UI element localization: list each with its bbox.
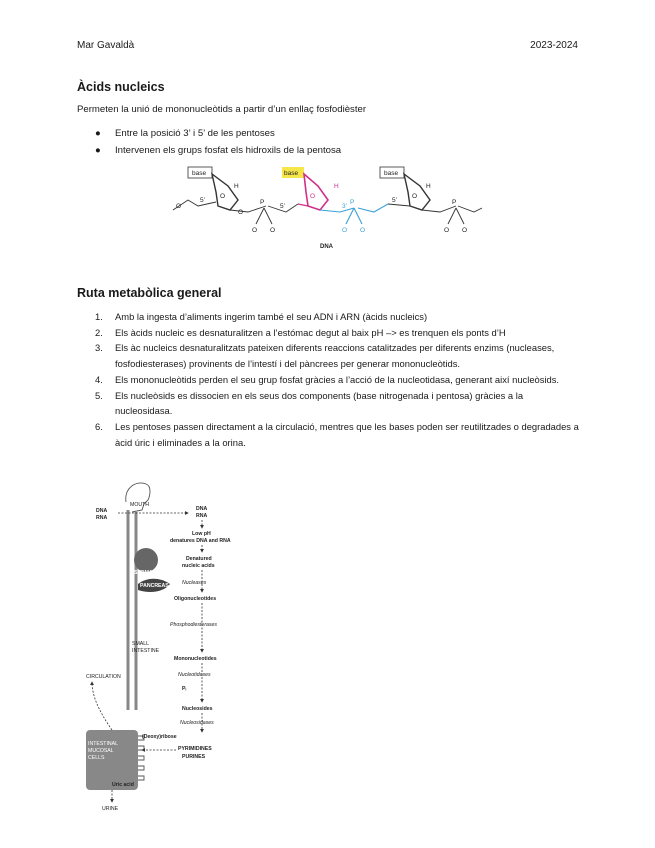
stomach-label: STOMACH [134, 570, 161, 576]
oligonucleotides-label: Oligonucleotides [174, 596, 217, 602]
step-text: Els àc nucleics desnaturalitzats pateixen diferents reaccions catalitzades per diferents enzims (nucleases, fosfodiesterases) provinents de l’intestí i del pàncrees per generar mononucleòtids. [115, 342, 555, 370]
bullet-text: Entre la posició 3’ i 5’ de les pentoses [115, 128, 275, 139]
step-text: Amb la ingesta d’aliments ingerim també el seu ADN i ARN (àcids nucleics) [115, 311, 428, 322]
step-number: 4. [95, 373, 103, 385]
step-number: 5. [95, 389, 103, 401]
phosphodiesterases-label: Phosphodiesterases [170, 622, 218, 628]
pentose-ring [212, 174, 238, 210]
step-number: 6. [95, 420, 103, 432]
prime5-label: 5’ [280, 203, 286, 210]
rna-label-left: RNA [96, 515, 108, 521]
rna-label-right: RNA [196, 513, 208, 519]
chain-bond [230, 206, 266, 212]
prime5-label: 5’ [200, 197, 206, 204]
phosphate-bond [256, 208, 272, 224]
step-item [95, 388, 580, 419]
mononucleotides-label: Mononucleotides [174, 656, 217, 662]
chain-bond [422, 206, 456, 212]
base-label: base [384, 170, 399, 177]
bullet-item [95, 145, 341, 156]
chain-bond [388, 204, 410, 206]
digestion-pathway-figure [78, 480, 238, 812]
intestinal-cells-label: MUCOSAL [88, 748, 114, 754]
base-label: base [192, 170, 207, 177]
chain-bond [320, 208, 354, 212]
prime5-label: 5’ [392, 197, 398, 204]
o-label: O [252, 227, 258, 234]
step-item [95, 325, 580, 341]
low-ph-label: Low pH [192, 531, 211, 537]
villi [138, 736, 144, 780]
denatured-label: Denatured [186, 556, 212, 562]
intestinal-cells-label: CELLS [88, 755, 105, 761]
bullet-dot: ● [95, 128, 101, 139]
h-label: H [234, 183, 239, 190]
steps-list [95, 309, 580, 450]
pi-label: Pᵢ [182, 686, 187, 692]
dna-label-right: DNA [196, 506, 208, 512]
step-text: Els àcids nucleic es desnaturalitzen a l’estómac degut al baix pH –> es trenquen els ponts d’H [115, 326, 506, 338]
section-title-metabolic-route: Ruta metabòlica general [77, 286, 222, 300]
circulation-label: CIRCULATION [86, 674, 121, 680]
denatured-label: nucleic acids [182, 563, 215, 569]
chain-bond [298, 204, 308, 206]
low-ph-label: denatures DNA and RNA [170, 538, 231, 544]
pentose-ring [404, 174, 430, 210]
mouth-label: MOUTH [130, 502, 150, 508]
step-number: 2. [95, 326, 103, 338]
uric-acid-label: Uric acid [112, 782, 134, 788]
pentose-ring-highlight [304, 174, 328, 210]
nucleosides-label: Nucleosides [182, 706, 213, 712]
o-label: O [342, 227, 348, 234]
prime3-label: 3’ [342, 203, 348, 210]
bullet-item [95, 128, 275, 139]
header-year: 2023-2024 [530, 40, 578, 51]
step-item [95, 419, 580, 450]
o-label: O [176, 203, 182, 210]
purines-label: PURINES [182, 754, 206, 760]
o-label: O [220, 193, 226, 200]
p-label: P [260, 199, 265, 206]
phosphate-bond [448, 208, 464, 224]
p-label: P [350, 199, 355, 206]
p-label: P [452, 199, 457, 206]
deoxyribose-label: (Deoxy)ribose [142, 734, 177, 740]
step-number: 1. [95, 311, 103, 322]
bullet-dot: ● [95, 145, 101, 156]
step-text: Les pentoses passen directament a la circulació, mentres que les bases poden ser reutilitzades o degradades a àcid úric i eliminades a la orina. [115, 420, 579, 448]
small-intestine-label: SMALL [132, 641, 150, 647]
base-label: base [284, 170, 299, 177]
intestinal-cells-label: INTESTINAL [88, 741, 118, 747]
h-label: H [426, 183, 431, 190]
nucleosidases-label: Nucleosidases [180, 720, 214, 726]
bullet-text: Intervenen els grups fosfat els hidroxils de la pentosa [115, 145, 342, 156]
step-number: 3. [95, 342, 103, 354]
step-item [95, 372, 580, 388]
o-label: O [360, 227, 366, 234]
small-intestine-label: INTESTINE [132, 648, 160, 654]
pancreas-label: PANCREAS [140, 583, 169, 589]
urine-label: URINE [102, 806, 119, 812]
dna-label-left: DNA [96, 508, 108, 514]
chain-bond [458, 206, 482, 212]
header-author: Mar Gavaldà [77, 40, 135, 51]
o-label: O [270, 227, 276, 234]
step-item [95, 340, 580, 371]
o-label: O [238, 209, 244, 216]
intro-paragraph: Permeten la unió de mononucleòtids a partir d’un enllaç fosfodièster [77, 104, 367, 115]
arrow [92, 682, 112, 730]
h-label: H [334, 183, 339, 190]
pyrimidines-label: PYRIMIDINES [178, 746, 212, 752]
o-label: O [444, 227, 450, 234]
o-label: O [412, 193, 418, 200]
dna-phosphodiester-figure [168, 162, 488, 254]
dna-caption: DNA [320, 244, 333, 250]
stomach-shape [134, 548, 158, 572]
chain-bond [358, 204, 388, 212]
o-label: O [310, 193, 316, 200]
nucleases-label: Nucleases [182, 580, 207, 586]
step-item [95, 309, 580, 325]
o-label: O [462, 227, 468, 234]
phosphate-bond [346, 208, 362, 224]
nucleotidases-label: Nucleotidases [178, 672, 211, 678]
section-title-nucleic-acids: Àcids nucleics [77, 80, 165, 94]
step-text: Els mononucleòtids perden el seu grup fosfat gràcies a l’acció de la nucleotidasa, generant així nucleòsids. [115, 373, 560, 385]
step-text: Els nucleòsids es dissocien en els seus dos components (base nitrogenada i pentosa) gràcies a la nucleosidasa. [115, 389, 524, 417]
